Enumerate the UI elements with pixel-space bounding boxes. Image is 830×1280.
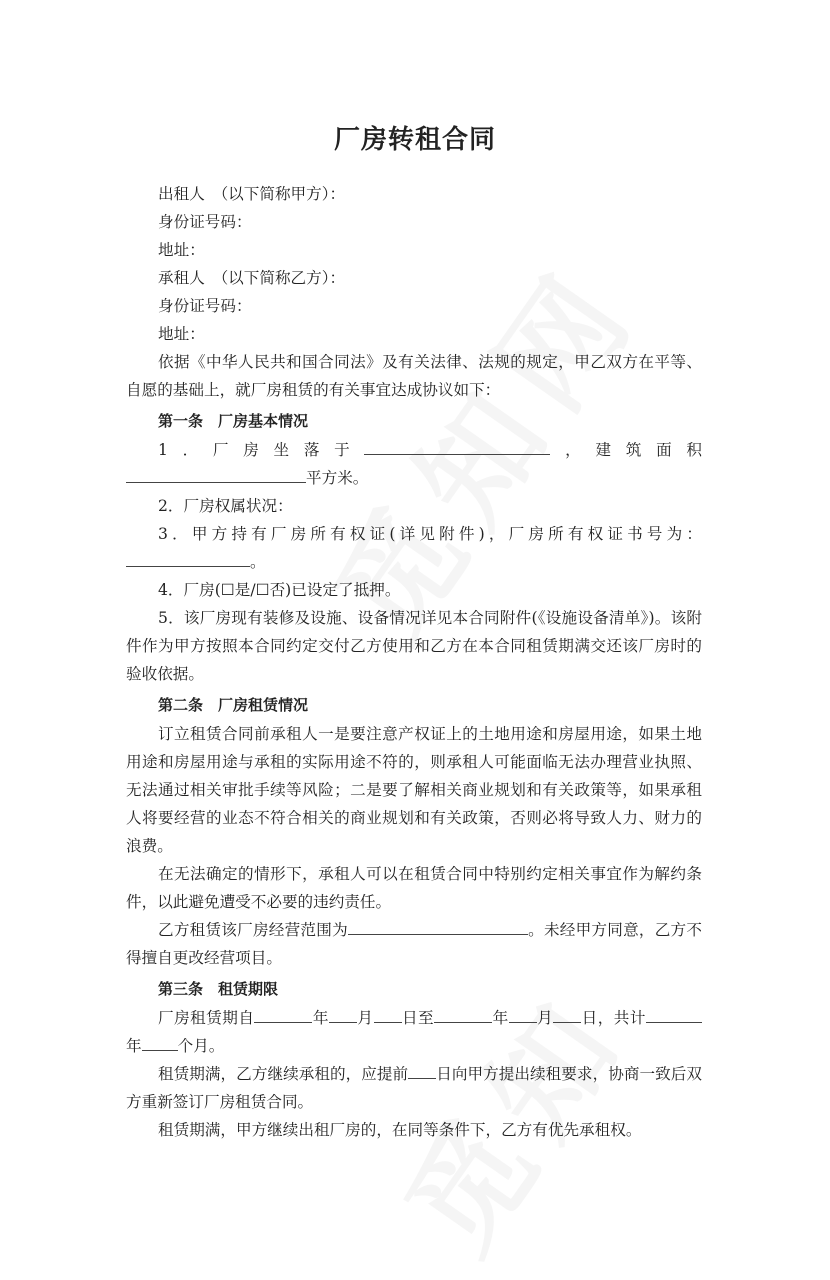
section-heading: 第一条 厂房基本情况	[158, 412, 309, 430]
text: 。未经甲方同意，乙方不得擅自更改经营项目。	[126, 921, 702, 967]
section-heading: 第三条 租赁期限	[158, 980, 279, 998]
text: 月	[536, 1009, 554, 1027]
clause	[126, 520, 702, 576]
blank-business-scope[interactable]	[348, 918, 528, 935]
text: 个月。	[177, 1037, 225, 1055]
party-line: 出租人 （以下简称甲方）：	[158, 185, 346, 203]
lease-term	[126, 1004, 702, 1060]
text: 年	[492, 1009, 509, 1027]
text: 日，共计	[581, 1009, 646, 1027]
blank-location[interactable]	[364, 438, 550, 455]
clause: 5．该厂房现有装修及设施、设备情况详见本合同附件(《设施设备清单》)。该附件作为甲方按照本合同约定交付乙方使用和乙方在本合同租赁期满交还该厂房时的验收依据。	[126, 609, 702, 683]
blank-start-day[interactable]	[374, 1006, 402, 1023]
document-title: 厂房转租合同	[333, 125, 496, 156]
clause: 4．厂房(☐是/☐否)已设定了抵押。	[158, 581, 401, 599]
blank-end-year[interactable]	[434, 1006, 492, 1023]
text: 日至	[401, 1009, 435, 1027]
text: 租赁期满，乙方继续承租的，应提前	[158, 1065, 409, 1083]
blank-end-month[interactable]	[509, 1006, 537, 1023]
text: 平方米。	[306, 469, 369, 487]
text: 3．甲方持有厂房所有权证(详见附件)，厂房所有权证书号为：	[158, 525, 702, 543]
paragraph	[126, 916, 702, 972]
blank-total-years[interactable]	[646, 1006, 702, 1023]
text: 年	[312, 1009, 329, 1027]
clause	[126, 436, 702, 492]
blank-start-month[interactable]	[329, 1006, 357, 1023]
text: 年	[126, 1037, 142, 1055]
paragraph: 订立租赁合同前承租人一是要注意产权证上的土地用途和房屋用途，如果土地用途和房屋用途与承租的实际用途不符的，则承租人可能面临无法办理营业执照、无法通过相关审批手续等风险；二是要了解相关商业规划和有关政策等，如果承租人将要经营的业态不符合相关的商业规划和有关政策，否则必将导致人力、财力的浪费。	[126, 725, 702, 855]
blank-end-day[interactable]	[553, 1006, 581, 1023]
section-heading: 第二条 厂房租赁情况	[158, 696, 309, 714]
blank-notice-days[interactable]	[408, 1062, 436, 1079]
text: 乙方租赁该厂房经营范围为	[158, 921, 348, 939]
text: 1．厂房坐落于	[158, 441, 365, 459]
blank-start-year[interactable]	[254, 1006, 312, 1023]
blank-total-months[interactable]	[142, 1034, 178, 1051]
blank-cert-number[interactable]	[126, 550, 250, 567]
paragraph: 租赁期满，甲方继续出租厂房的，在同等条件下，乙方有优先承租权。	[158, 1121, 642, 1139]
paragraph: 在无法确定的情形下，承租人可以在租赁合同中特别约定相关事宜作为解约条件，以此避免遭受不必要的违约责任。	[126, 865, 702, 911]
text: ，建筑面积	[550, 441, 702, 459]
party-line: 身份证号码：	[158, 213, 252, 231]
party-line: 地址：	[158, 325, 205, 343]
text: 厂房租赁期自	[158, 1009, 255, 1027]
party-line: 承租人 （以下简称乙方）：	[158, 269, 346, 287]
paragraph	[126, 1060, 702, 1116]
text: 日向甲方提出续租要求，协商一致后双方重新签订厂房租赁合同。	[126, 1065, 702, 1111]
party-line: 地址：	[158, 241, 205, 259]
text: 。	[250, 553, 266, 571]
clause: 2．厂房权属状况：	[158, 497, 293, 515]
preamble: 依据《中华人民共和国合同法》及有关法律、法规的规定，甲乙双方在平等、自愿的基础上，就厂房租赁的有关事宜达成协议如下：	[126, 353, 702, 399]
text: 月	[356, 1009, 374, 1027]
party-line: 身份证号码：	[158, 297, 252, 315]
blank-area[interactable]	[126, 466, 306, 483]
document-body	[126, 180, 702, 1144]
